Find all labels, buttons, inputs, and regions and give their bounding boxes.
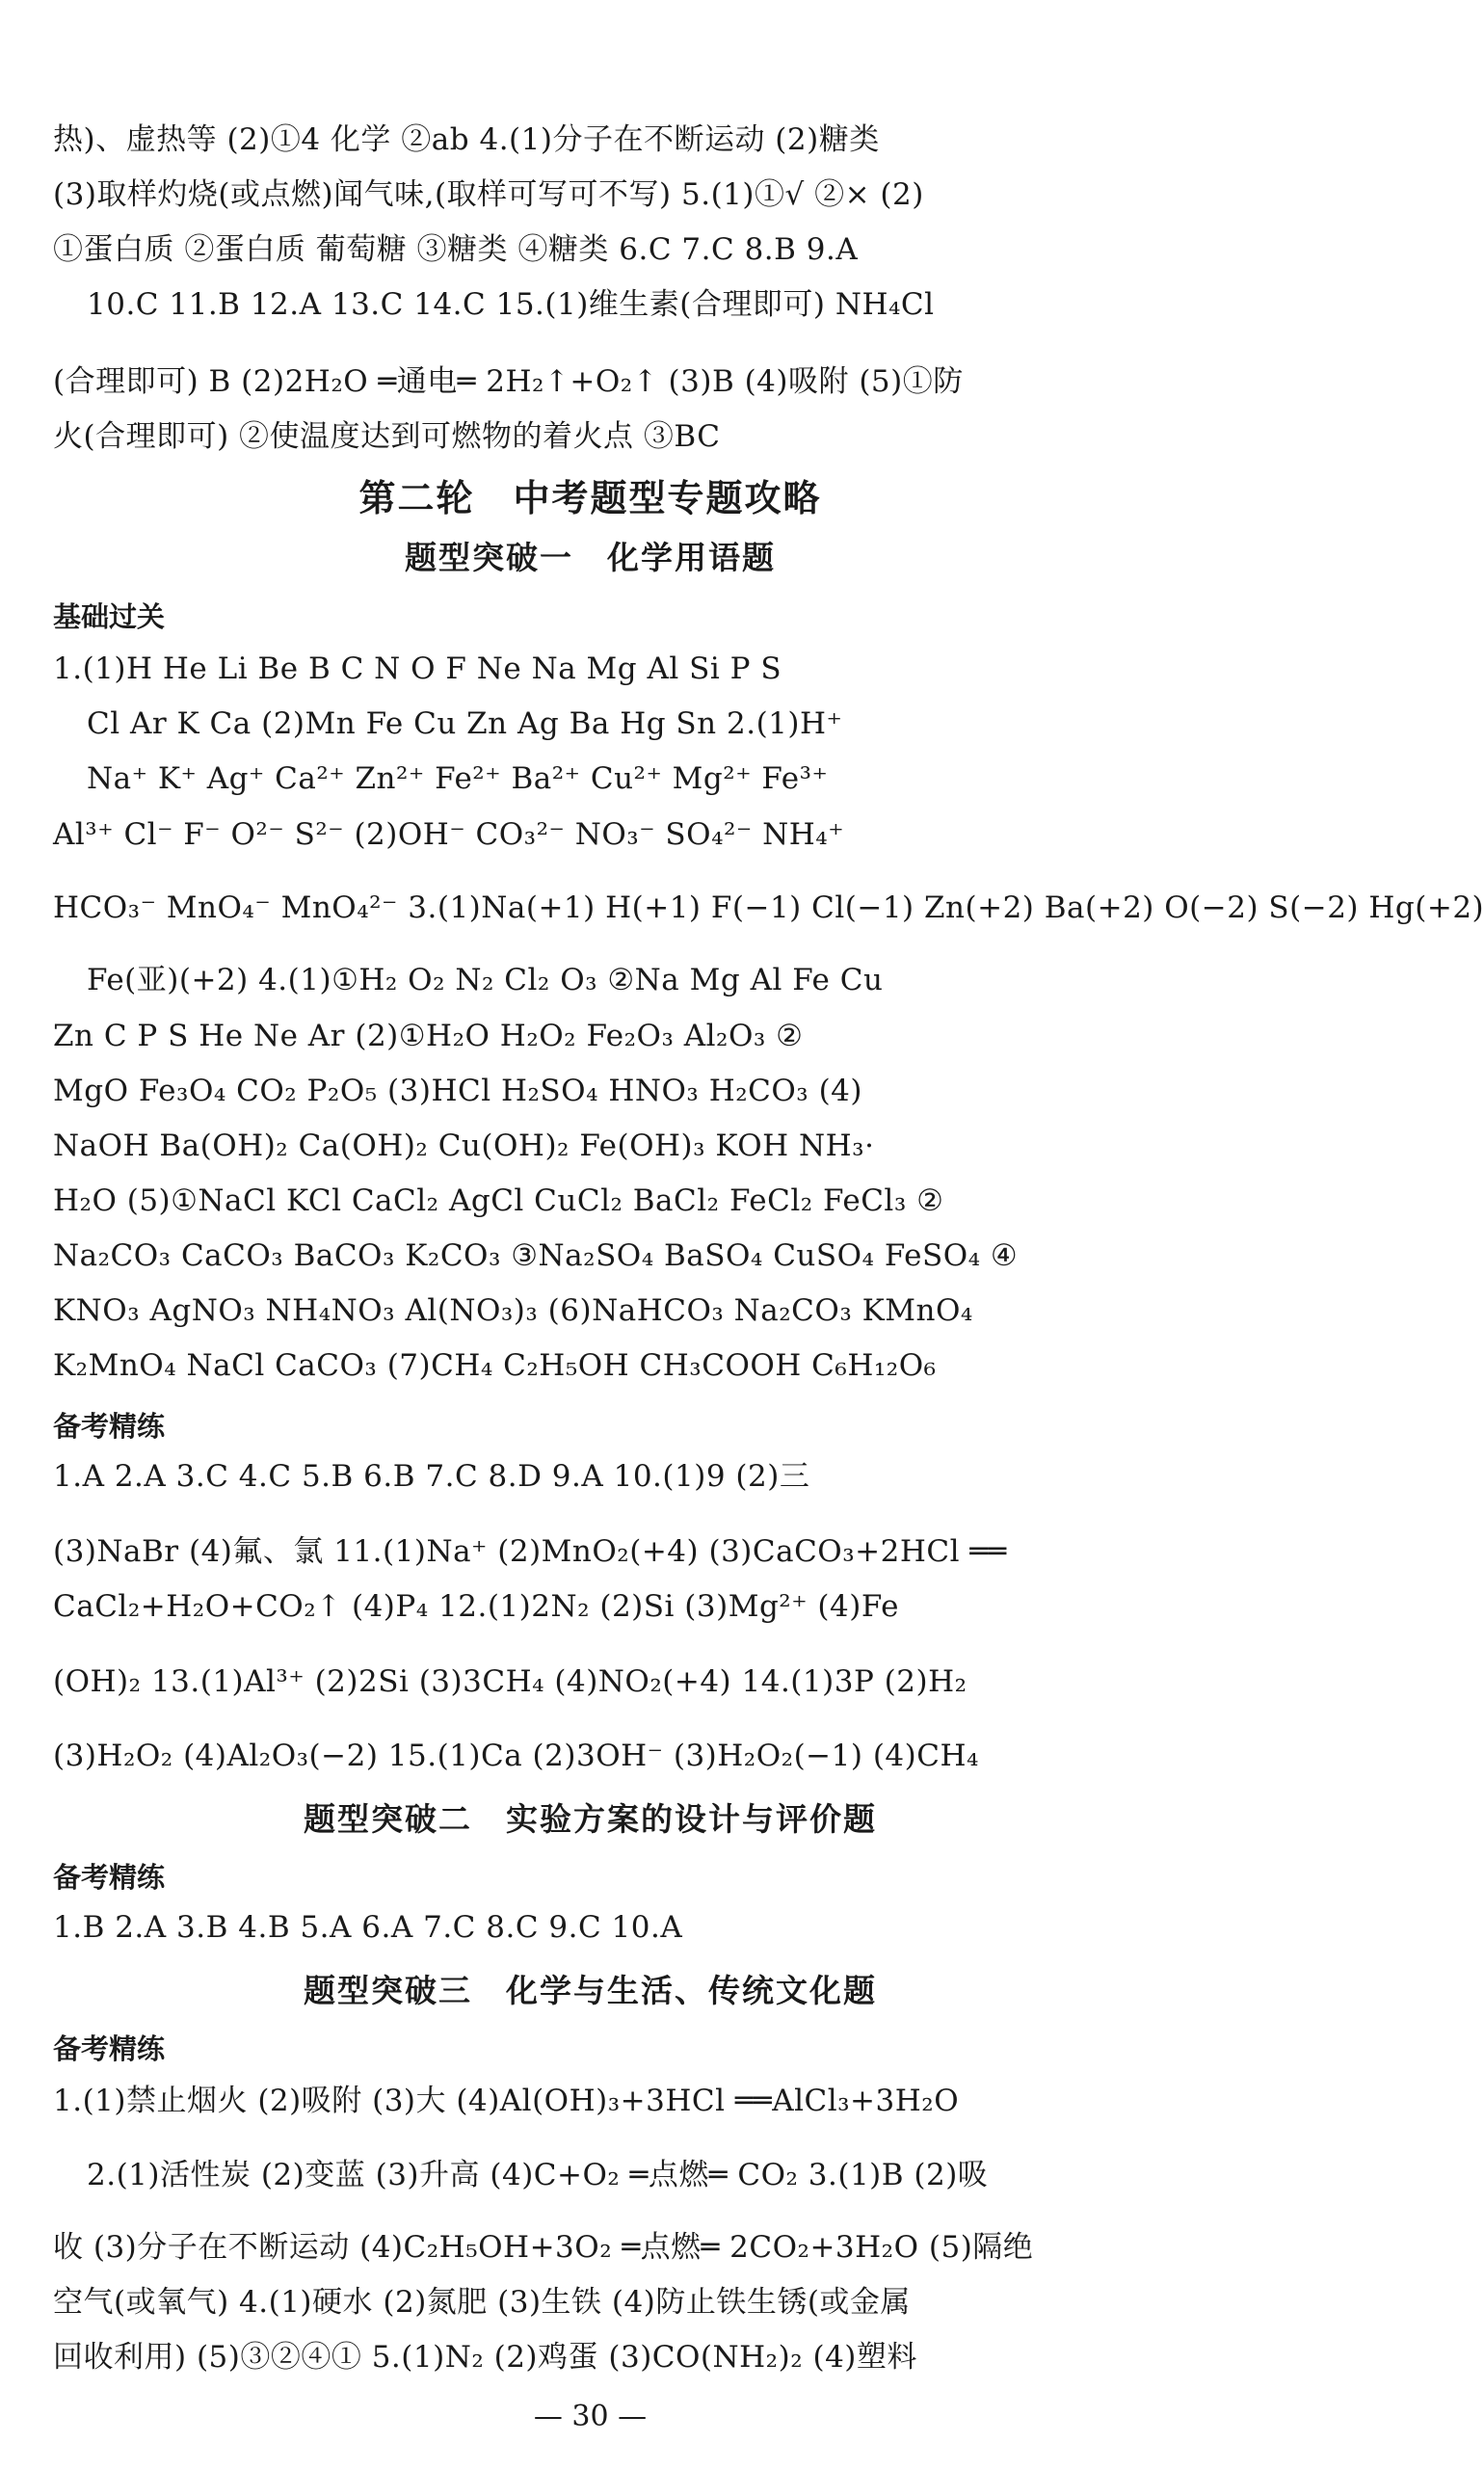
answer-line: 空气(或氧气) 4.(1)硬水 (2)氮肥 (3)生铁 (4)防止铁生锈(或金属 <box>53 2285 911 2320</box>
answer-line: (OH)₂ 13.(1)Al³⁺ (2)2Si (3)3CH₄ (4)NO₂(+4) 14.(1)3P (2)H₂ <box>53 1664 967 1699</box>
round-title: 第二轮 中考题型专题攻略 <box>358 477 822 519</box>
answer-line: CaCl₂+H₂O+CO₂↑ (4)P₄ 12.(1)2N₂ (2)Si (3)Mg²⁺ (4)Fe <box>53 1589 899 1624</box>
answer-line: Al³⁺ Cl⁻ F⁻ O²⁻ S²⁻ (2)OH⁻ CO₃²⁻ NO₃⁻ SO₄²⁻ NH₄⁺ <box>53 817 845 852</box>
answer-line: HCO₃⁻ MnO₄⁻ MnO₄²⁻ 3.(1)Na(+1) H(+1) F(−1) Cl(−1) Zn(+2) Ba(+2) O(−2) S(−2) Hg(+2) <box>53 890 1484 925</box>
answer-line: (3)NaBr (4)氟、氯 11.(1)Na⁺ (2)MnO₂(+4) (3)CaCO₃+2HCl ══ <box>53 1534 1007 1569</box>
answer-line: 1.(1)H He Li Be B C N O F Ne Na Mg Al Si P S <box>53 651 782 686</box>
answer-line: 热)、虚热等 (2)①4 化学 ②ab 4.(1)分子在不断运动 (2)糖类 <box>53 122 880 157</box>
answer-line: 10.C 11.B 12.A 13.C 14.C 15.(1)维生素(合理即可) NH₄Cl <box>87 287 935 322</box>
answer-line: (3)取样灼烧(或点燃)闻气味,(取样可写可不写) 5.(1)①√ ②× (2) <box>53 177 924 212</box>
answer-line: 火(合理即可) ②使温度达到可燃物的着火点 ③BC <box>53 419 721 454</box>
answer-line: (3)H₂O₂ (4)Al₂O₃(−2) 15.(1)Ca (2)3OH⁻ (3)H₂O₂(−1) (4)CH₄ <box>53 1739 979 1773</box>
answer-line: H₂O (5)①NaCl KCl CaCl₂ AgCl CuCl₂ BaCl₂ FeCl₂ FeCl₃ ② <box>53 1183 944 1218</box>
subsection-basic: 基础过关 <box>53 600 166 633</box>
subsection-practice: 备考精练 <box>53 1861 166 1894</box>
page-number: — 30 — <box>533 2400 648 2433</box>
answer-line: Na⁺ K⁺ Ag⁺ Ca²⁺ Zn²⁺ Fe²⁺ Ba²⁺ Cu²⁺ Mg²⁺ Fe³⁺ <box>87 761 829 796</box>
answer-line: 1.(1)禁止烟火 (2)吸附 (3)大 (4)Al(OH)₃+3HCl ══AlCl₃+3H₂O <box>53 2084 960 2118</box>
section-title-1: 题型突破一 化学用语题 <box>405 539 776 576</box>
answer-line: K₂MnO₄ NaCl CaCO₃ (7)CH₄ C₂H₅OH CH₃COOH C₆H₁₂O₆ <box>53 1348 937 1383</box>
answer-line: 1.B 2.A 3.B 4.B 5.A 6.A 7.C 8.C 9.C 10.A <box>53 1910 683 1945</box>
answer-line: 回收利用) (5)③②④① 5.(1)N₂ (2)鸡蛋 (3)CO(NH₂)₂ (4)塑料 <box>53 2340 917 2375</box>
answer-line: (合理即可) B (2)2H₂O ═通电═ 2H₂↑+O₂↑ (3)B (4)吸附 (5)①防 <box>53 364 964 399</box>
subsection-practice: 备考精练 <box>53 2032 166 2065</box>
answer-line: 收 (3)分子在不断运动 (4)C₂H₅OH+3O₂ ═点燃═ 2CO₂+3H₂O (5)隔绝 <box>53 2230 1034 2265</box>
answer-line: Cl Ar K Ca (2)Mn Fe Cu Zn Ag Ba Hg Sn 2.(1)H⁺ <box>87 706 843 741</box>
answer-line: Zn C P S He Ne Ar (2)①H₂O H₂O₂ Fe₂O₃ Al₂O₃ ② <box>53 1019 804 1053</box>
section-title-3: 题型突破三 化学与生活、传统文化题 <box>304 1972 877 2009</box>
answer-line: Fe(亚)(+2) 4.(1)①H₂ O₂ N₂ Cl₂ O₃ ②Na Mg Al Fe Cu <box>87 963 884 997</box>
answer-line: 2.(1)活性炭 (2)变蓝 (3)升高 (4)C+O₂ ═点燃═ CO₂ 3.(1)B (2)吸 <box>87 2158 989 2192</box>
answer-line: MgO Fe₃O₄ CO₂ P₂O₅ (3)HCl H₂SO₄ HNO₃ H₂CO₃ (4) <box>53 1074 863 1108</box>
answer-line: NaOH Ba(OH)₂ Ca(OH)₂ Cu(OH)₂ Fe(OH)₃ KOH NH₃· <box>53 1129 875 1163</box>
section-title-2: 题型突破二 实验方案的设计与评价题 <box>304 1800 877 1838</box>
answer-line: Na₂CO₃ CaCO₃ BaCO₃ K₂CO₃ ③Na₂SO₄ BaSO₄ CuSO₄ FeSO₄ ④ <box>53 1238 1019 1273</box>
answer-line: ①蛋白质 ②蛋白质 葡萄糖 ③糖类 ④糖类 6.C 7.C 8.B 9.A <box>53 232 859 267</box>
subsection-practice: 备考精练 <box>53 1410 166 1443</box>
answer-line: 1.A 2.A 3.C 4.C 5.B 6.B 7.C 8.D 9.A 10.(1)9 (2)三 <box>53 1459 810 1494</box>
answer-line: KNO₃ AgNO₃ NH₄NO₃ Al(NO₃)₃ (6)NaHCO₃ Na₂CO₃ KMnO₄ <box>53 1293 973 1328</box>
